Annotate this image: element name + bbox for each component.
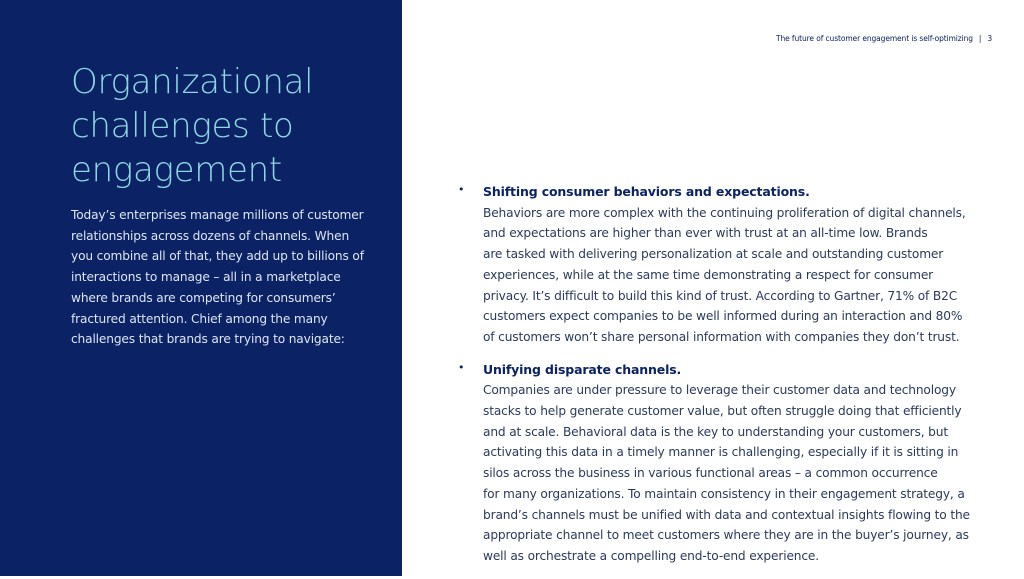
body-line: for many organizations. To maintain consistency in their engagement strategy, a: [483, 486, 965, 501]
left-panel: [0, 0, 402, 576]
body-line: of customers won’t share personal information with companies they don’t trust.: [483, 329, 960, 344]
body-line: stacks to help generate customer value, but often struggle doing that efficiently: [483, 404, 962, 419]
body-line: activating this data in a timely manner is challenging, especially if it is sitting in: [483, 445, 959, 460]
page-title: Organizational challenges to engagement: [71, 62, 314, 190]
body-line: and expectations are higher than ever with trust at an all-time low. Brands: [483, 226, 928, 241]
bullet-body: [483, 380, 978, 566]
list-item: [458, 360, 978, 567]
body-line: Behaviors are more complex with the continuing proliferation of digital channels,: [483, 205, 966, 220]
intro-paragraph: Today’s enterprises manage millions of customer relationships across dozens of channels. When you combine all of that, they add up to billions of interactions to manage – all in a marketplace where brands are competing for consumers’ fractured attention. Chief among the many challenges that brands are trying to navigate:: [71, 208, 364, 347]
body-line: experiences, while at the same time demonstrating a respect for consumer: [483, 267, 934, 282]
body-line: appropriate channel to meet customers where they are in the buyer’s journey, as: [483, 528, 969, 543]
body-line: privacy. It’s difficult to build this kind of trust. According to Gartner, 71% of B2C: [483, 288, 958, 303]
page-number: 3: [987, 34, 992, 43]
body-line: are tasked with delivering personalization at scale and outstanding customer: [483, 247, 944, 262]
body-line: customers expect companies to be well informed during an interaction and 80%: [483, 309, 963, 324]
body-line: silos across the business in various functional areas – a common occurrence: [483, 466, 938, 481]
body-line: and at scale. Behavioral data is the key to understanding your customers, but: [483, 424, 948, 439]
bullet-heading: Shifting consumer behaviors and expectations.: [483, 184, 810, 199]
bullet-heading: Unifying disparate channels.: [483, 361, 682, 377]
header-separator: |: [978, 34, 982, 43]
running-title: The future of customer engagement is self-optimizing: [775, 34, 973, 43]
challenge-list: [458, 182, 978, 579]
body-line: brand’s channels must be unified with data and contextual insights flowing to the: [483, 507, 970, 522]
body-line: Companies are under pressure to leverage their customer data and technology: [483, 383, 956, 398]
list-item: [458, 182, 978, 348]
running-header: [776, 34, 992, 43]
body-line: well as orchestrate a compelling end-to-end experience.: [483, 548, 820, 563]
bullet-icon: •: [458, 360, 465, 374]
bullet-body: [483, 203, 978, 348]
bullet-icon: •: [458, 183, 465, 196]
